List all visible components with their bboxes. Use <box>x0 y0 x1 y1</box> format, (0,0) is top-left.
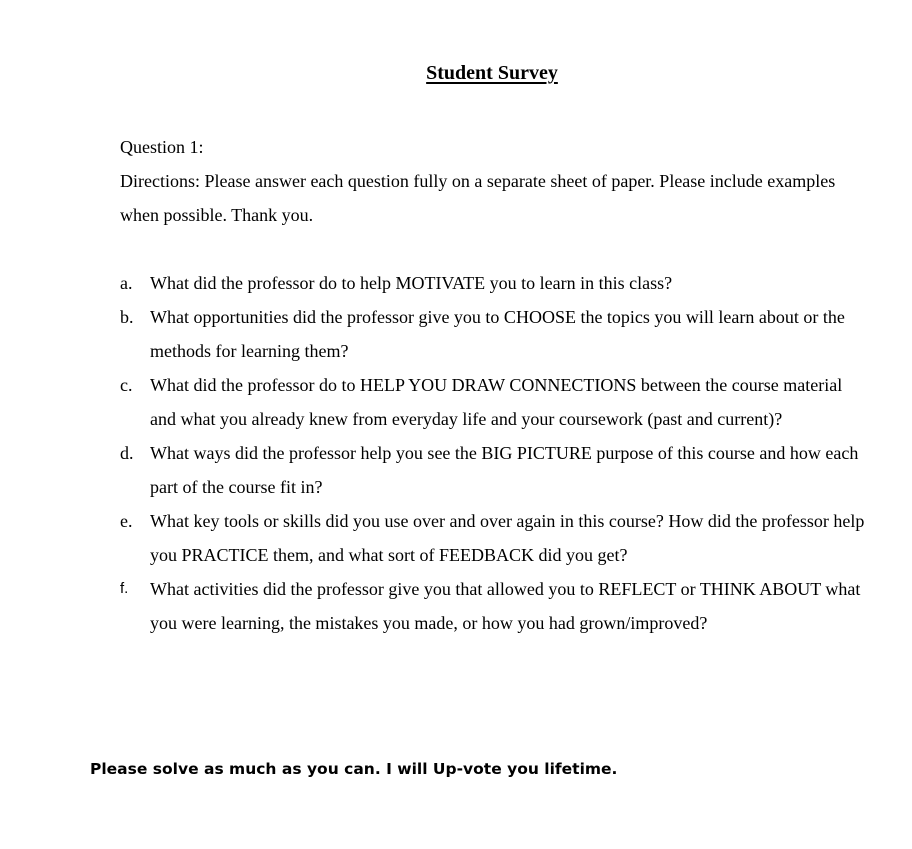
list-item <box>120 436 865 504</box>
list-item <box>120 504 865 572</box>
question-list <box>120 266 865 640</box>
list-item <box>120 266 865 300</box>
item-marker: e. <box>120 511 133 531</box>
item-text: What ways did the professor help you see the BIG PICTURE purpose of this course and how each part of the course fit in? <box>150 443 859 497</box>
item-text: What did the professor do to help MOTIVATE you to learn in this class? <box>150 273 673 293</box>
question-heading: Question 1: <box>120 137 204 157</box>
directions-text: Directions: Please answer each question fully on a separate sheet of paper. Please include examples when possible. Thank you. <box>120 171 836 225</box>
page-title: Student Survey <box>426 62 558 84</box>
item-marker: d. <box>120 443 134 463</box>
item-text: What activities did the professor give you that allowed you to REFLECT or THINK ABOUT what you were learning, the mistakes you made, or how you had grown/improved? <box>150 579 861 633</box>
item-text: What opportunities did the professor give you to CHOOSE the topics you will learn about or the methods for learning them? <box>150 307 845 361</box>
item-marker: f. <box>120 580 129 597</box>
list-item <box>120 572 865 640</box>
item-marker: c. <box>120 375 133 395</box>
item-marker: a. <box>120 273 133 293</box>
item-marker: b. <box>120 307 134 327</box>
item-text: What key tools or skills did you use over and over again in this course? How did the professor help you PRACTICE them, and what sort of FEEDBACK did you get? <box>150 511 865 565</box>
item-text: What did the professor do to HELP YOU DRAW CONNECTIONS between the course material and what you already knew from everyday life and your coursework (past and current)? <box>150 375 843 429</box>
list-item <box>120 300 865 368</box>
list-item <box>120 368 865 436</box>
footer-note: Please solve as much as you can. I will Up-vote you lifetime. <box>90 760 618 778</box>
